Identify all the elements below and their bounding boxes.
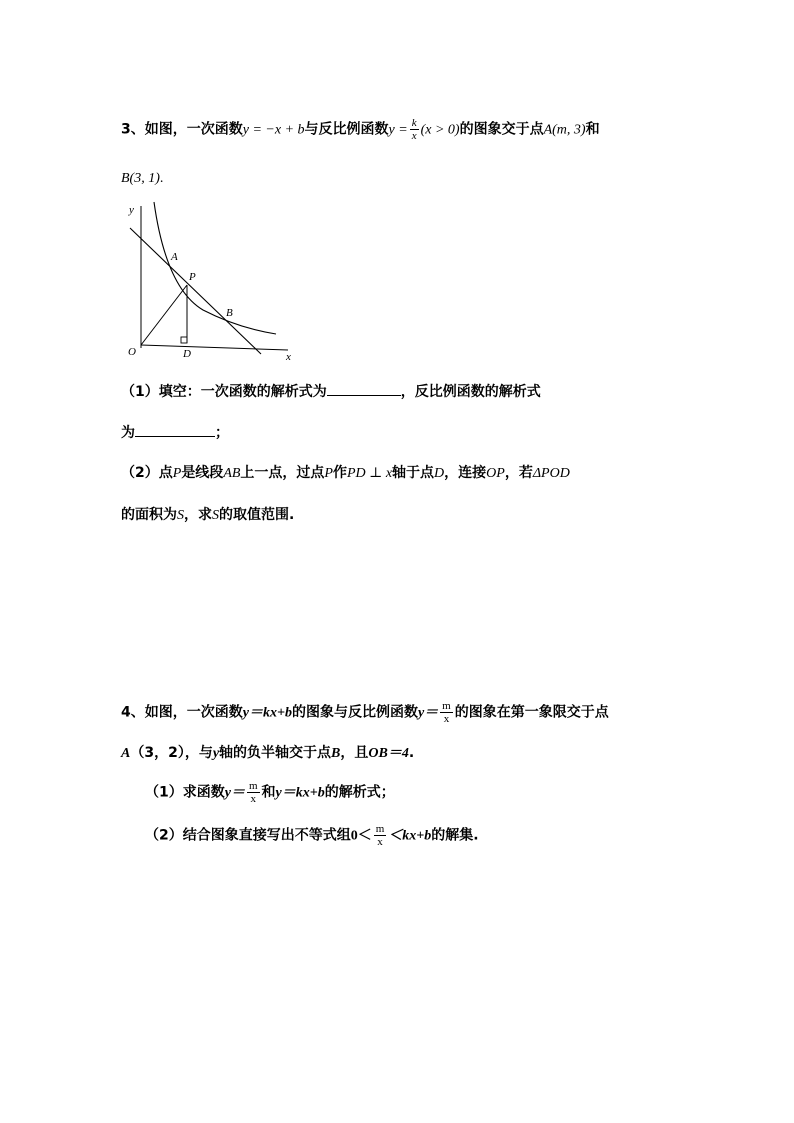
q4-ob-length: OB＝4 — [368, 746, 409, 761]
q4-point-a: A — [121, 746, 131, 761]
q3-part2-var-ab: AB — [223, 466, 241, 481]
q3-part2-line1 — [121, 463, 570, 484]
label-o: O — [128, 346, 136, 358]
q3-part2-text-b: 是线段 — [181, 465, 224, 481]
q3-part2-text-g: ，若 — [504, 465, 533, 481]
q4-line2 — [121, 743, 414, 764]
q4-text-b2: 轴的负半轴交于点 — [219, 745, 332, 761]
q3-part2-text-c: 上一点，过点 — [240, 465, 325, 481]
q4-part2-fraction: $\frac{m}{x}$ — [375, 823, 385, 848]
q3-part2-var-d: D — [434, 466, 445, 481]
q3-text-he: 和 — [585, 121, 600, 138]
q4-part2-rest: ＜kx+b — [388, 828, 432, 844]
q4-end: . — [408, 745, 415, 761]
q3-part1-end: ； — [215, 425, 229, 441]
q3-part2-text-e: 轴于点 — [392, 465, 435, 481]
q3-part2-text-i: ，求 — [184, 507, 212, 523]
right-angle-mark — [181, 337, 187, 343]
q4-text-c: 的图象在第一象限交于点 — [454, 704, 609, 721]
label-y: y — [129, 204, 134, 216]
q4-part1-text-c: 的解析式； — [324, 784, 395, 801]
q4-part1-text-a: （1）求函数 — [145, 784, 225, 801]
q3-fraction-k-over-x: $\frac{k}{x}$ — [411, 117, 417, 142]
q4-line1 — [121, 700, 609, 725]
q3-function-graph — [118, 198, 308, 363]
linear-function-line — [130, 228, 261, 354]
q4-text-c2: ，且 — [340, 745, 369, 761]
q4-part1-text-b: 和 — [261, 784, 276, 801]
q3-part2-text-h: 的面积为 — [121, 507, 177, 523]
q3-part2-var-s2: S — [212, 508, 219, 523]
q3-point-a: A(m, 3) — [543, 122, 586, 138]
q4-intro: 4、如图，一次函数 — [121, 704, 243, 721]
x-axis — [141, 345, 288, 350]
q3-domain-condition: (x > 0) — [420, 122, 460, 138]
q3-line1 — [121, 117, 600, 142]
q3-text-intersect: 的图象交于点 — [459, 121, 544, 138]
q4-var-y: y — [212, 746, 220, 761]
q3-line2: B(3, 1). — [121, 171, 164, 186]
q3-linear-function: y = −x + b — [242, 122, 305, 138]
q3-part2-text-a: （2）点 — [121, 465, 173, 481]
q3-part2-triangle: ΔPOD — [532, 466, 570, 481]
label-a: A — [171, 251, 178, 263]
q4-linear-function: y＝kx+b — [242, 705, 292, 721]
q4-part2-text-a: （2）结合图象直接写出不等式组 — [145, 827, 351, 844]
q3-part2-perpendicular: PD ⊥ x — [346, 466, 393, 481]
q3-part2-var-p: P — [172, 466, 182, 481]
q4-part1-expr: y＝kx+b — [275, 785, 325, 801]
answer-blank-linear[interactable] — [327, 381, 401, 396]
q3-inverse-lhs: y = — [388, 122, 408, 138]
label-d: D — [183, 348, 191, 360]
q3-part2-var-s: S — [177, 508, 184, 523]
label-x: x — [286, 351, 291, 363]
q3-part2-var-p2: P — [324, 466, 333, 481]
q4-inverse-lhs: y＝ — [417, 705, 439, 721]
q4-part1-fraction: $\frac{m}{x}$ — [248, 780, 258, 805]
q4-part2 — [145, 823, 479, 848]
q3-part1-prompt: （1）填空：一次函数的解析式为 — [121, 384, 327, 400]
q3-part2-text-j: 的取值范围. — [219, 507, 295, 523]
q3-part1-line2 — [121, 422, 229, 443]
q3-part1-line1 — [121, 381, 541, 402]
q3-part2-line2 — [121, 505, 294, 526]
q4-part1-lhs: y＝ — [224, 785, 245, 801]
q3-part2-text-f: ，连接 — [444, 465, 487, 481]
answer-blank-inverse[interactable] — [135, 422, 215, 437]
q4-part2-text-b: 的解集. — [431, 827, 479, 844]
segment-op — [141, 285, 187, 345]
q4-fraction-m-over-x: $\frac{m}{x}$ — [442, 700, 451, 725]
q3-part1-prompt-3: 为 — [121, 425, 135, 441]
q4-text-b: 的图象与反比例函数 — [291, 704, 418, 721]
q3-part1-prompt-2: ，反比例函数的解析式 — [400, 384, 541, 400]
q3-point-b: B(3, 1) — [121, 171, 160, 186]
q3-text-and: 与反比例函数 — [304, 121, 389, 138]
q4-point-b: B — [331, 746, 341, 761]
q3-intro: 3、如图，一次函数 — [121, 121, 243, 138]
q3-part2-text-d: 作 — [332, 465, 347, 481]
q4-part2-zero: 0＜ — [350, 828, 372, 844]
label-b: B — [226, 307, 233, 319]
q3-part2-var-op: OP — [486, 466, 505, 481]
q4-part1 — [145, 780, 395, 805]
q4-coords: （3，2），与 — [130, 745, 213, 761]
label-p: P — [189, 271, 196, 283]
